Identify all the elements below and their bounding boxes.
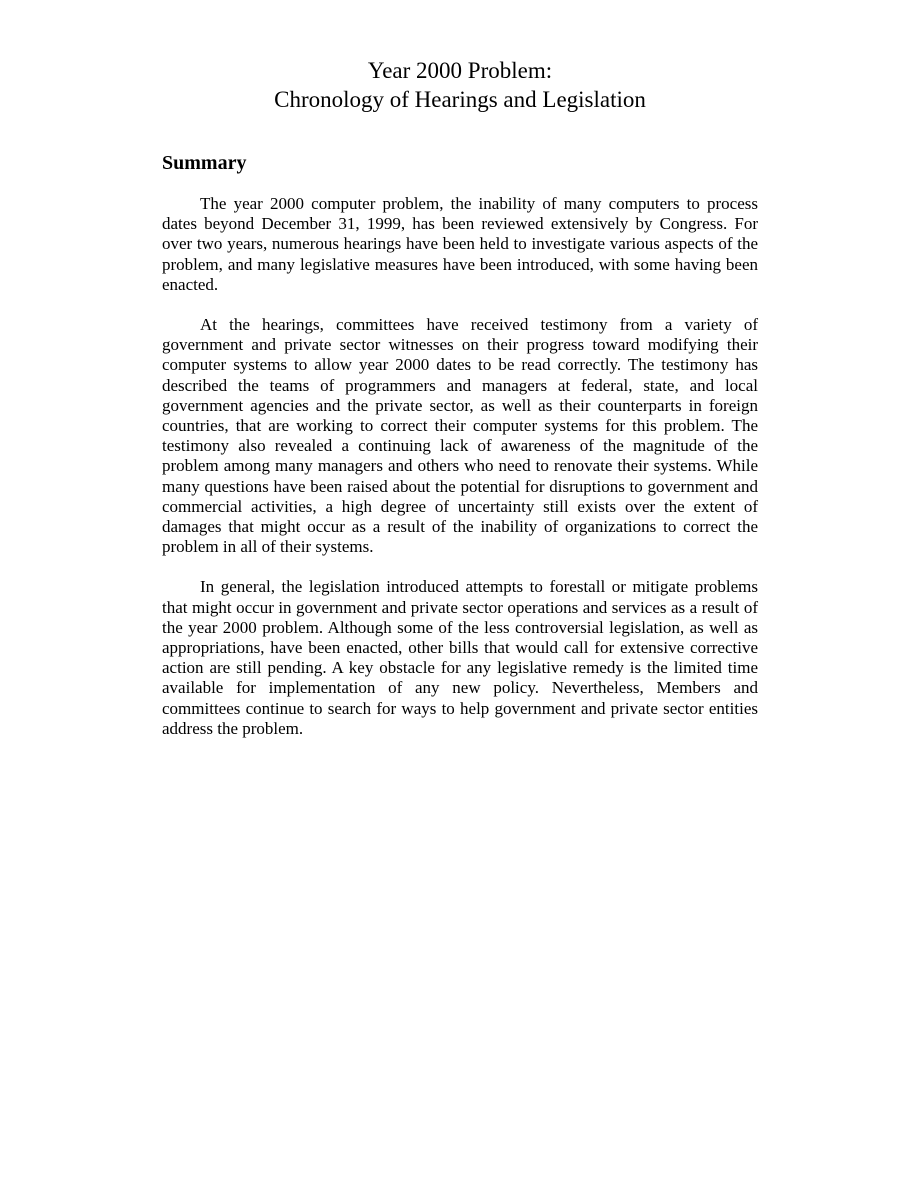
section-heading: Summary [162,152,247,174]
paragraph-1: The year 2000 computer problem, the inability of many computers to process dates beyond December 31, 1999, has been reviewed extensively by Congress. For over two years, numerous hearings have been held to investigate various aspects of the problem, and many legislative measures have been introduced, with some having been enacted. [162,194,758,294]
title-line-2: Chronology of Hearings and Legislation [274,87,646,112]
paragraph-3: In general, the legislation introduced attempts to forestall or mitigate problems that might occur in government and private sector operations and services as a result of the year 2000 problem. Although some of the less controversial legislation, as well as appropriations, have been enacted, other bills that would call for extensive corrective action are still pending. A key obstacle for any legislative remedy is the limited time available for implementation of any new policy. Nevertheless, Members and committees continue to search for ways to help government and private sector entities address the problem. [162,577,758,738]
summary-body [162,194,758,759]
title-line-1: Year 2000 Problem: [367,58,553,83]
paragraph-2: At the hearings, committees have received testimony from a variety of government and private sector witnesses on their progress toward modifying their computer systems to allow year 2000 dates to be read correctly. The testimony has described the teams of programmers and managers at federal, state, and local government agencies and the private sector, as well as their counterparts in foreign countries, that are working to correct their computer systems for this problem. The testimony also revealed a continuing lack of awareness of the magnitude of the problem among many managers and others who need to renovate their systems. While many questions have been raised about the potential for disruptions to government and commercial activities, a high degree of uncertainty still exists over the extent of damages that might occur as a result of the inability of organizations to correct the problem in all of their systems. [162,315,758,557]
document-title [0,56,920,114]
